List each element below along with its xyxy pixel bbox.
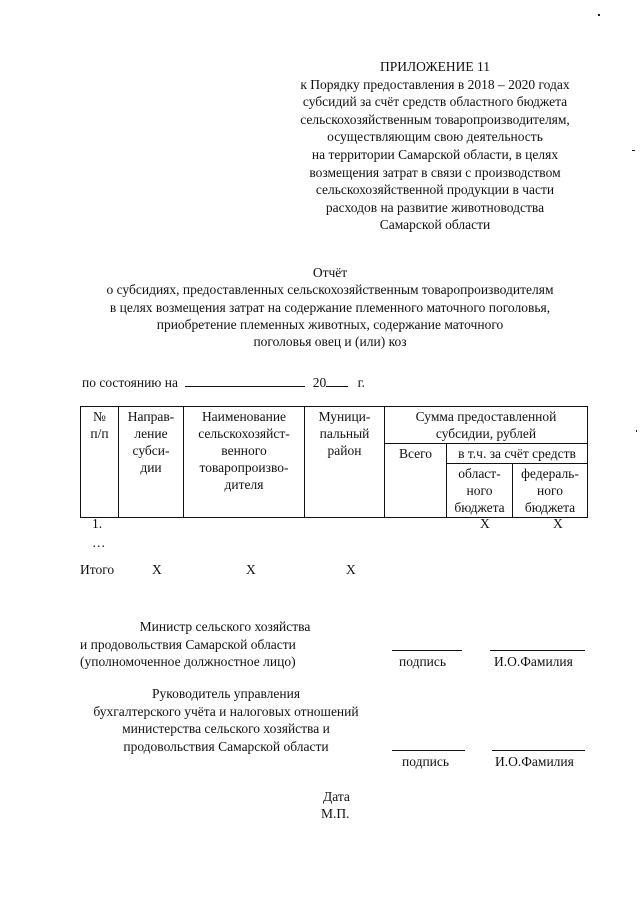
header-direction: Направ- ление субси- дии [119,407,184,518]
appendix-line: сельскохозяйственным товаропроизводителям, [300,111,570,127]
total-direction-cross: Х [152,562,162,577]
appendix-line: субсидий за счёт средств областного бюджета [302,94,568,110]
minister-name-label: И.О.Фамилия [494,654,573,669]
date-blank[interactable] [185,374,305,387]
row1-number: 1. [92,516,103,531]
head-name-line[interactable] [492,750,585,751]
appendix-line: к Порядку предоставления в 2018 – 2020 годах [300,76,570,92]
appendix-heading: ПРИЛОЖЕНИЕ 11 [379,59,491,74]
minister-signature-line[interactable] [392,650,462,651]
scan-speck [632,150,635,151]
appendix-line: возмещения затрат в связи с производством [309,164,561,180]
header-federal-budget: федераль- ного бюджета [513,464,588,518]
report-title: Отчёт [312,265,348,280]
total-label: Итого [80,562,115,577]
appendix-line: на территории Самарской области, в целях [311,146,559,162]
row1-federal-cross: Х [553,516,563,531]
minister-signature-label: подпись [399,654,447,669]
year-prefix: 20 [312,375,327,390]
header-district: Муници- пальный район [305,407,385,518]
scan-speck [636,430,637,432]
appendix-line: Самарской области [379,217,491,233]
header-subsidy-sum: Сумма предоставленной субсидии, рублей [385,407,588,444]
head-signature-label: подпись [402,754,450,769]
head-line: продовольствия Самарской области [123,738,329,754]
total-district-cross: Х [346,562,356,577]
row1-regional-cross: Х [480,516,490,531]
report-subtitle-line: в целях возмещения затрат на содержание племенного маточного поголовья, [109,299,551,315]
head-block [80,685,372,755]
head-name-label: И.О.Фамилия [495,754,574,769]
scan-speck [598,14,600,16]
appendix-line: расходов на развитие животноводства [325,199,545,215]
head-line: министерства сельского хозяйства и [122,721,330,736]
year-suffix: г. [357,375,365,390]
row-ellipsis: … [92,535,106,550]
subsidy-table [80,406,588,518]
head-line: Руководитель управления [151,686,301,701]
appendix-line: осуществляющим свою деятельность [327,129,543,145]
appendix-line: сельскохозяйственной продукции в части [315,182,555,198]
report-subtitle-line: о субсидиях, предоставленных сельскохозяйственным товаропроизводителям [106,282,554,298]
header-number: № п/п [81,407,119,518]
header-regional-budget: област- ного бюджета [447,464,513,518]
date-prefix: по состоянию на [82,375,178,390]
minister-line: (уполномоченное должностное лицо) [80,654,296,669]
report-title-block [60,264,600,350]
date-line [82,374,365,391]
date-label: Дата [323,789,350,804]
header-including: в т.ч. за счёт средств [447,444,588,464]
header-total: Всего [385,444,447,518]
stamp-label: М.П. [321,806,350,821]
minister-line: и продовольствия Самарской области [80,636,296,652]
head-line: бухгалтерского учёта и налоговых отношений [93,703,359,719]
minister-line: Министр сельского хозяйства [139,619,311,634]
report-subtitle-line: поголовья овец и (или) коз [253,334,407,350]
minister-block [80,618,370,671]
header-producer-name: Наименование сельскохозяйст- венного товаропроизво- дителя [184,407,305,518]
minister-name-line[interactable] [490,650,585,651]
appendix-block [270,58,600,234]
report-subtitle-line: приобретение племенных животных, содержание маточного [156,316,504,332]
year-blank[interactable] [326,374,348,387]
head-signature-line[interactable] [392,750,465,751]
total-name-cross: Х [246,562,256,577]
